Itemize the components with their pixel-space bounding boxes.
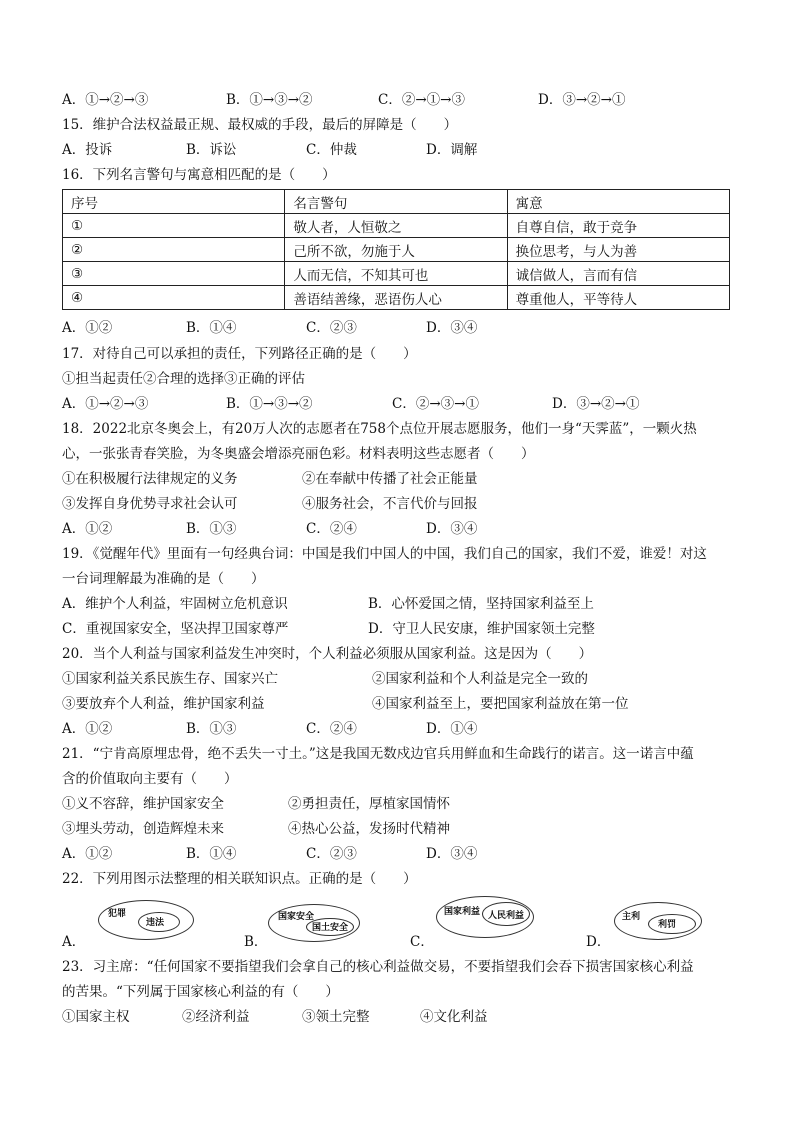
diagram-b-inner-label: 国土安全	[312, 923, 349, 933]
q18-item-2: ②在奉献中传播了社会正能量	[302, 471, 478, 487]
table-cell: 自尊自信，敢于竞争	[507, 214, 729, 238]
table-row	[63, 286, 730, 310]
q21-option-d[interactable]: D．③④	[426, 846, 478, 862]
table-cell: 尊重他人，平等待人	[507, 286, 729, 310]
table-header: 寓意	[507, 190, 729, 214]
q20-option-c[interactable]: C．②④	[306, 721, 357, 737]
q22-option-a[interactable]: A．	[62, 934, 86, 950]
q23-stem: 23．习主席：“任何国家不要指望我们会拿自己的核心利益做交易，不要指望我们会吞下损害国家核心利益	[62, 959, 694, 975]
q20-item-3: ③要放弃个人利益，维护国家利益	[62, 696, 265, 712]
q18-item-3: ③发挥自身优势寻求社会认可	[62, 496, 238, 512]
diagram-c-inner-label: 人民利益	[488, 911, 525, 921]
q21-stem-cont: 含的价值取向主要有（ ）	[62, 771, 238, 787]
q21-item-1: ①义不容辞，维护国家安全	[62, 796, 224, 812]
diagram-d-outer-label: 主利	[622, 912, 641, 922]
table-cell: ③	[63, 262, 285, 286]
table-header: 序号	[63, 190, 285, 214]
table-cell: 己所不欲，勿施于人	[285, 238, 507, 262]
q18-option-c[interactable]: C．②④	[306, 521, 357, 537]
q21-stem: 21．“宁肯高原埋忠骨，绝不丢失一寸土。”这是我国无数戍边官兵用鲜血和生命践行的诺言。这一诺言中蕴	[62, 746, 694, 762]
q16-option-a[interactable]: A．①②	[62, 320, 113, 336]
q23-item-2: ②经济利益	[182, 1009, 250, 1025]
q18-item-1: ①在积极履行法律规定的义务	[62, 471, 238, 487]
diagram-b-outer-label: 国家安全	[278, 912, 315, 922]
q18-stem: 18．2022北京冬奥会上，有20万人次的志愿者在758个点位开展志愿服务，他们一身“天霁蓝”，一颗火热	[62, 421, 697, 437]
q19-stem: 19．《觉醒年代》里面有一句经典台词：中国是我们中国人的中国，我们自己的国家，我们不爱，谁爱！对这	[62, 546, 707, 562]
diagram-c-outer-label: 国家利益	[444, 907, 481, 917]
q19-option-b[interactable]: B．心怀爱国之情，坚持国家利益至上	[368, 596, 594, 612]
venn-diagram-d	[614, 902, 702, 940]
q14-option-a[interactable]: A．①→②→③	[62, 92, 149, 108]
q22-option-c[interactable]: C．	[410, 934, 434, 950]
table-cell: 换位思考，与人为善	[507, 238, 729, 262]
q21-option-b[interactable]: B．①④	[186, 846, 237, 862]
diagram-a-inner-label: 违法	[146, 918, 165, 928]
venn-diagram-b	[268, 904, 360, 942]
q19-stem-cont: 一台词理解最为准确的是（ ）	[62, 571, 265, 587]
q19-option-a[interactable]: A．维护个人利益，牢固树立危机意识	[62, 596, 288, 612]
q16-option-b[interactable]: B．①④	[186, 320, 237, 336]
q20-stem: 20．当个人利益与国家利益发生冲突时，个人利益必须服从国家利益。这是因为（ ）	[62, 646, 593, 662]
q20-item-1: ①国家利益关系民族生存、国家兴亡	[62, 671, 278, 687]
q17-option-b[interactable]: B．①→③→②	[226, 396, 313, 412]
q21-item-3: ③埋头劳动，创造辉煌未来	[62, 821, 224, 837]
table-cell: 人而无信，不知其可也	[285, 262, 507, 286]
q16-table	[62, 189, 730, 310]
q16-stem: 16．下列名言警句与寓意相匹配的是（ ）	[62, 167, 336, 183]
table-cell: 善语结善缘，恶语伤人心	[285, 286, 507, 310]
q14-option-c[interactable]: C．②→①→③	[378, 92, 465, 108]
q15-option-a[interactable]: A．投诉	[62, 142, 113, 158]
q14-option-d[interactable]: D．③→②→①	[538, 92, 626, 108]
q22-option-b[interactable]: B．	[244, 934, 268, 950]
q18-option-a[interactable]: A．①②	[62, 521, 113, 537]
q17-option-d[interactable]: D．③→②→①	[552, 396, 640, 412]
q18-item-4: ④服务社会，不言代价与回报	[302, 496, 478, 512]
table-row	[63, 238, 730, 262]
table-cell: 诚信做人，言而有信	[507, 262, 729, 286]
q18-option-d[interactable]: D．③④	[426, 521, 478, 537]
q23-item-3: ③领土完整	[302, 1009, 370, 1025]
table-cell: ①	[63, 214, 285, 238]
q21-option-c[interactable]: C．②③	[306, 846, 357, 862]
table-header: 名言警句	[285, 190, 507, 214]
table-cell: ④	[63, 286, 285, 310]
q23-stem-cont: 的苦果。“下列属于国家核心利益的有（ ）	[62, 984, 339, 1000]
q17-stem: 17．对待自己可以承担的责任，下列路径正确的是（ ）	[62, 346, 417, 362]
q19-option-d[interactable]: D．守卫人民安康，维护国家领土完整	[368, 621, 595, 637]
q20-item-4: ④国家利益至上，要把国家利益放在第一位	[372, 696, 629, 712]
table-cell: 敬人者，人恒敬之	[285, 214, 507, 238]
q15-option-b[interactable]: B．诉讼	[186, 142, 237, 158]
q21-option-a[interactable]: A．①②	[62, 846, 113, 862]
q17-option-a[interactable]: A．①→②→③	[62, 396, 149, 412]
q18-stem-cont: 心，一张张青春笑脸，为冬奥盛会增添亮丽色彩。材料表明这些志愿者（ ）	[62, 446, 535, 462]
q16-option-c[interactable]: C．②③	[306, 320, 357, 336]
q20-option-d[interactable]: D．①④	[426, 721, 478, 737]
diagram-d-inner-label: 利罚	[658, 920, 677, 930]
q23-item-4: ④文化利益	[420, 1009, 488, 1025]
q20-option-b[interactable]: B．①③	[186, 721, 237, 737]
q17-items: ①担当起责任②合理的选择③正确的评估	[62, 371, 305, 387]
q21-item-4: ④热心公益，发扬时代精神	[288, 821, 450, 837]
q14-option-b[interactable]: B．①→③→②	[226, 92, 313, 108]
q22-option-d[interactable]: D．	[586, 934, 611, 950]
venn-diagram-a	[98, 900, 194, 940]
q15-option-d[interactable]: D．调解	[426, 142, 478, 158]
diagram-a-outer-label: 犯罪	[108, 909, 127, 919]
q19-option-c[interactable]: C．重视国家安全，坚决捍卫国家尊严	[62, 621, 289, 637]
q21-item-2: ②勇担责任，厚植家国情怀	[288, 796, 450, 812]
table-cell: ②	[63, 238, 285, 262]
q15-stem: 15．维护合法权益最正规、最权威的手段，最后的屏障是（ ）	[62, 117, 458, 133]
venn-diagram-c	[436, 896, 534, 938]
q18-option-b[interactable]: B．①③	[186, 521, 237, 537]
q16-option-d[interactable]: D．③④	[426, 320, 478, 336]
table-row	[63, 262, 730, 286]
q23-item-1: ①国家主权	[62, 1009, 130, 1025]
q17-option-c[interactable]: C．②→③→①	[392, 396, 479, 412]
q20-item-2: ②国家利益和个人利益是完全一致的	[372, 671, 588, 687]
q22-stem: 22．下列用图示法整理的相关联知识点。正确的是（ ）	[62, 871, 417, 887]
table-row	[63, 214, 730, 238]
q20-option-a[interactable]: A．①②	[62, 721, 113, 737]
q15-option-c[interactable]: C．仲裁	[306, 142, 357, 158]
table-header-row	[63, 190, 730, 214]
